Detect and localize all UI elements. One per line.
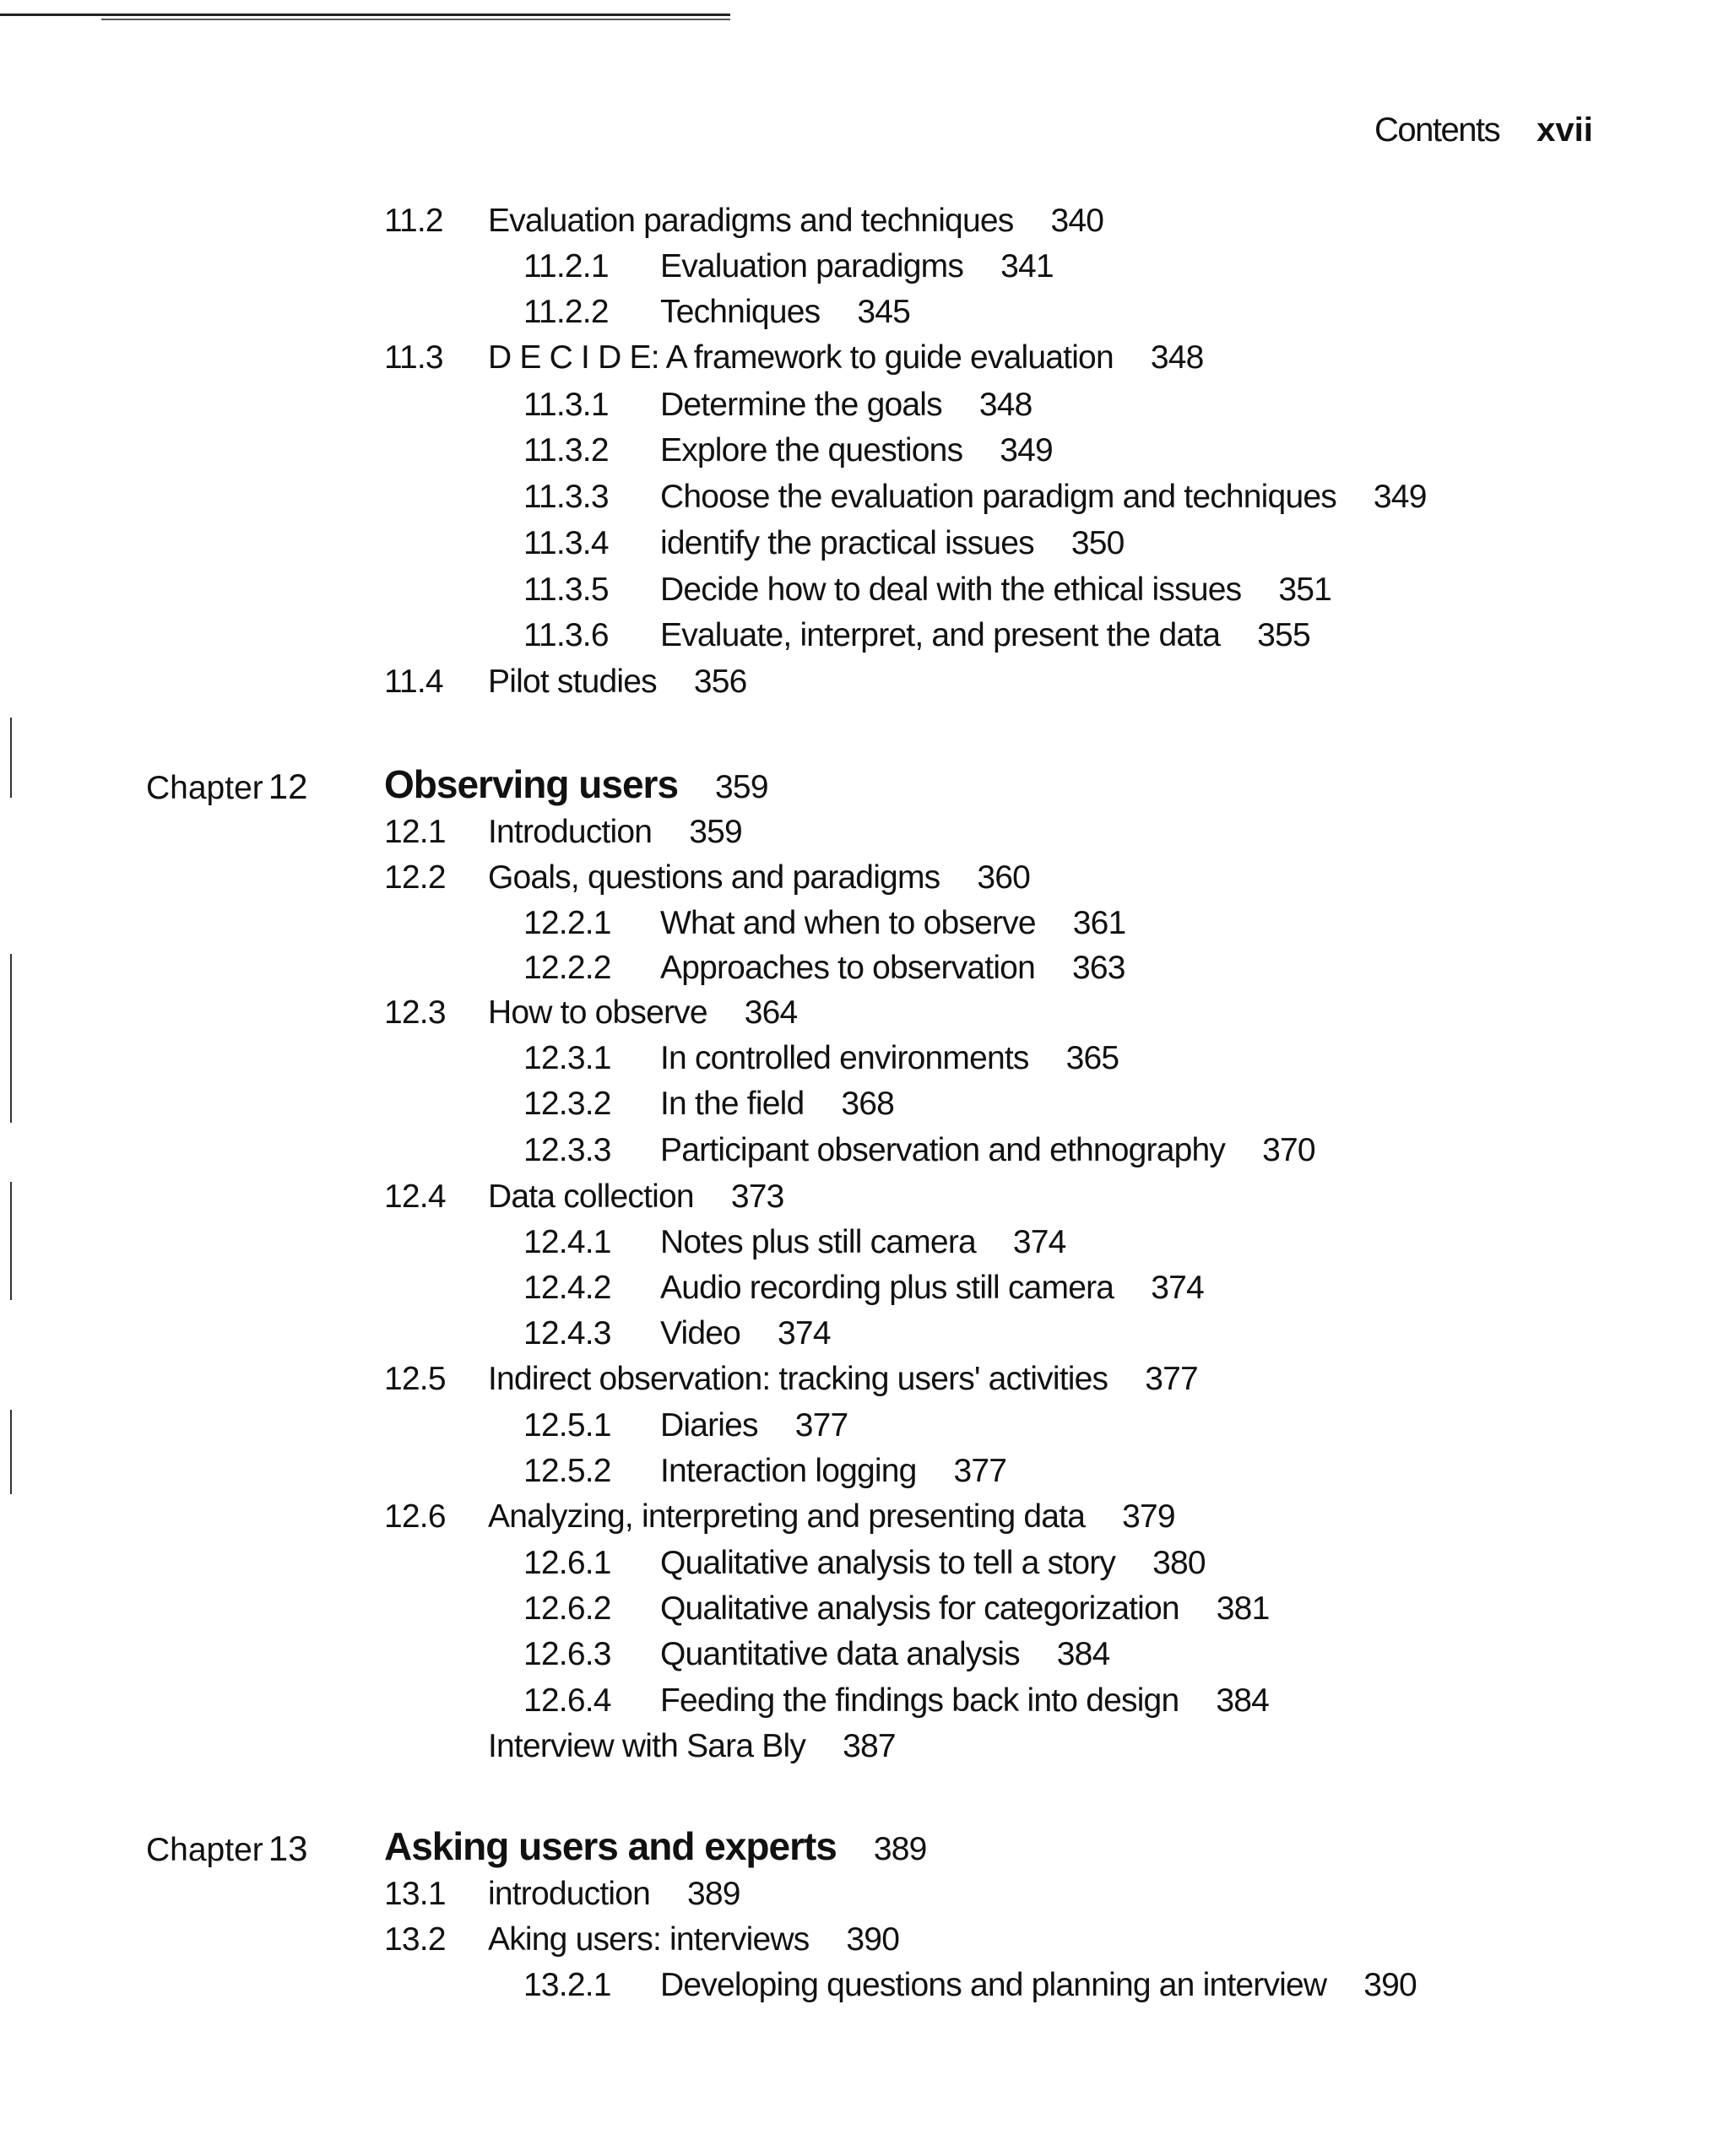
chapter-label: Chapter 12: [146, 767, 308, 806]
chapter-title: Asking users and experts 389: [384, 1824, 927, 1868]
running-head: [1374, 111, 1593, 149]
running-head-title: Contents: [1374, 111, 1500, 149]
chapter-label: Chapter 13: [146, 1828, 308, 1868]
margin-mark: [10, 718, 12, 798]
margin-mark: [10, 954, 12, 1123]
top-rule-secondary: [101, 19, 730, 20]
chapter-title: Observing users 359: [384, 762, 768, 806]
top-rule: [0, 14, 730, 16]
running-head-page: xvii: [1537, 111, 1593, 149]
margin-mark: [10, 1182, 12, 1300]
margin-mark: [10, 1410, 12, 1494]
